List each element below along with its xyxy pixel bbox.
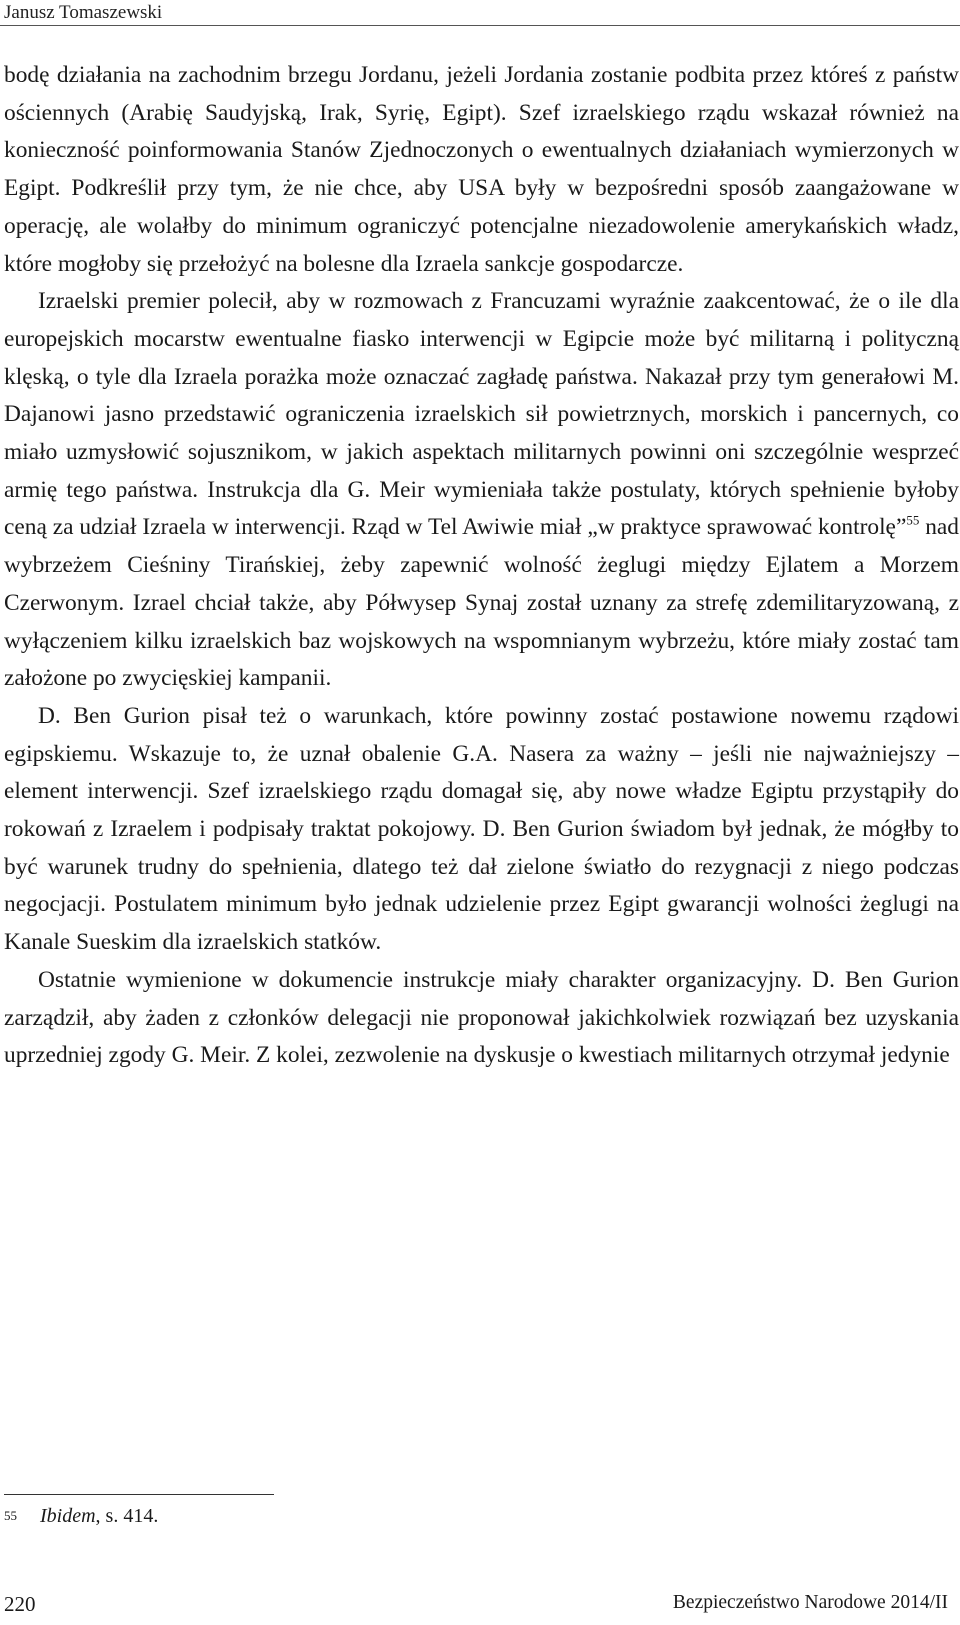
running-head-author: Janusz Tomaszewski [4,2,163,23]
paragraph-3: D. Ben Gurion pisał też o warunkach, które powinny zostać postawione nowemu rządowi egipskiemu. Wskazuje to, że uznał obalenie G.A. Nasera za ważny – jeśli nie najważniejszy – element interwencji. Szef izraelskiego rządu domagał się, aby nowe władze Egiptu przystąpiły do rokowań z Izraelem i podpisały traktat pokojowy. D. Ben Gurion świadom był jednak, że mógłby to być warunek trudny do spełnienia, dlatego też dał zielone światło do rezygnacji z niego podczas negocjacji. Postulatem minimum było jednak udzielenie przez Egipt gwarancji wolności żeglugi na Kanale Sueskim dla izraelskich statków. [4,702,959,956]
footnote-italic: Ibidem [40,1505,96,1527]
paragraph-2 [4,283,959,698]
paragraph-4: Ostatnie wymienione w dokumencie instrukcje miały charakter organizacyjny. D. Ben Gurion zarządził, aby żaden z członków delegacji nie proponował jakichkolwiek rozwiązań bez uzyskania uprzedniej zgody G. Meir. Z kolei, zezwolenie na dyskusje o kwestiach militarnych otrzymał jedynie [4,966,959,1069]
footnote-divider [4,1494,274,1495]
journal-title: Bezpieczeństwo Narodowe 2014/II [672,1592,948,1613]
main-text [4,57,959,1075]
header-divider [0,25,960,26]
footnote [4,1503,158,1529]
paragraph-2-part-a: Izraelski premier polecił, aby w rozmowach z Francuzami wyraźnie zaakcentować, że o ile dla europejskich mocarstw ewentualne fiasko interwencji w Egipcie może być militarną i polityczną klęską, o tyle dla Izraela porażka może oznaczać zagładę państwa. Nakazał przy tym generałowi M. Dajanowi jasno przedstawić ograniczenia izraelskich sił powietrznych, morskich i pancernych, co miało uzmysłowić sojusznikom, w jakich aspektach militarnych powinni oni szczególnie wesprzeć armię tego państwa. Instrukcja dla G. Meir wymieniała także postulaty, których spełnienie byłoby ceną za udział Izraela w interwencji. Rząd w Tel Awiwie miał „w praktyce sprawować kontrolę” [4,288,959,541]
footnote-reference[interactable]: 55 [906,512,920,528]
paragraph-1: bodę działania na zachodnim brzegu Jordanu, jeżeli Jordania zostanie podbita przez któreś z państw ościennych (Arabię Saudyjską, Irak, Syrię, Egipt). Szef izraelskiego rządu wskazał również na konieczność poinformowania Stanów Zjednoczonych o ewentualnych działaniach wymierzonych w Egipt. Podkreślił przy tym, że nie chce, aby USA były w bezpośredni sposób zaangażowane w operację, ale wolałby do minimum ograniczyć potencjalne niezadowolenie amerykańskich władz, które mogłoby się przełożyć na bolesne dla Izraela sankcje gospodarcze. [4,62,959,277]
page-number: 220 [4,1592,36,1616]
footnote-number: 55 [4,1508,17,1523]
paragraph-2-part-b: nad wybrzeżem Cieśniny Tirańskiej, żeby zapewnić wolność żeglugi między Ejlatem a Morzem Czerwonym. Izrael chciał także, aby Półwysep Synaj został uznany za strefę zdemilitaryzowaną, z wyłączeniem kilku izraelskich baz wojskowych na wspomnianym wybrzeżu, które miały zostać tam założone po zwycięskiej kampanii. [4,514,959,692]
footnote-text: , s. 414. [95,1505,159,1527]
